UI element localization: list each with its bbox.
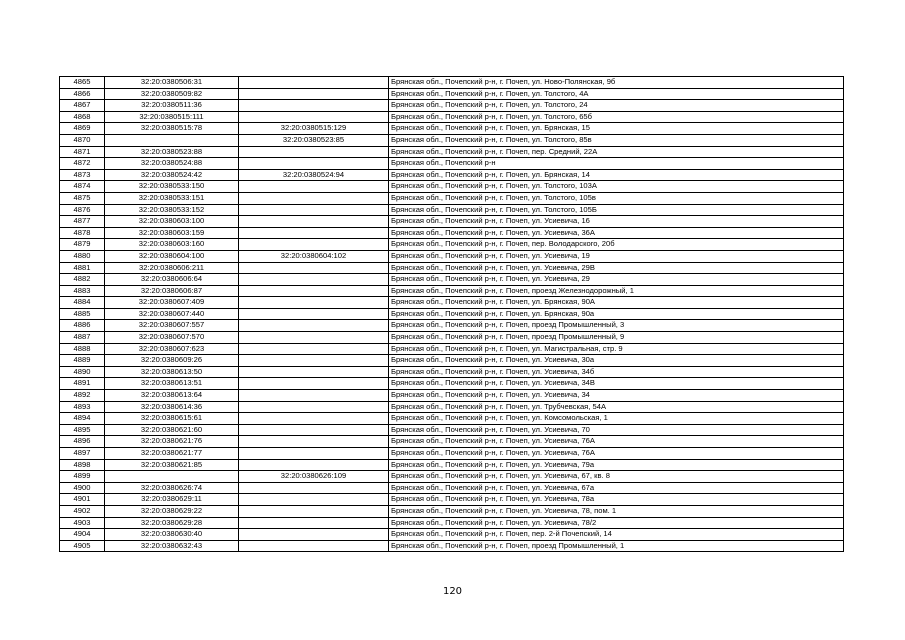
address-cell: Брянская обл., Почепский р-н, г. Почеп, ул. Усиевича, 76А bbox=[389, 436, 844, 448]
address-cell: Брянская обл., Почепский р-н, г. Почеп, ул. Брянская, 15 bbox=[389, 123, 844, 135]
table-row bbox=[60, 146, 844, 158]
cadastral-number-cell: 32:20:0380621:76 bbox=[105, 436, 239, 448]
row-number-cell: 4868 bbox=[60, 111, 105, 123]
cadastral-number-cell: 32:20:0380506:31 bbox=[105, 77, 239, 89]
cadastral-number-cell: 32:20:0380629:11 bbox=[105, 494, 239, 506]
related-cadastral-cell bbox=[239, 158, 389, 170]
address-cell: Брянская обл., Почепский р-н bbox=[389, 158, 844, 170]
row-number-cell: 4891 bbox=[60, 378, 105, 390]
address-cell: Брянская обл., Почепский р-н, г. Почеп, ул. Усиевича, 30а bbox=[389, 355, 844, 367]
address-cell: Брянская обл., Почепский р-н, г. Почеп, ул. Усиевича, 16 bbox=[389, 216, 844, 228]
address-cell: Брянская обл., Почепский р-н, г. Почеп, ул. Усиевича, 19 bbox=[389, 250, 844, 262]
table-row bbox=[60, 332, 844, 344]
table-row bbox=[60, 134, 844, 146]
cadastral-number-cell: 32:20:0380511:36 bbox=[105, 100, 239, 112]
cadastral-number-cell: 32:20:0380629:22 bbox=[105, 505, 239, 517]
table-row bbox=[60, 401, 844, 413]
address-cell: Брянская обл., Почепский р-н, г. Почеп, ул. Усиевича, 67а bbox=[389, 482, 844, 494]
address-cell: Брянская обл., Почепский р-н, г. Почеп, ул. Толстого, 24 bbox=[389, 100, 844, 112]
related-cadastral-cell bbox=[239, 517, 389, 529]
cadastral-number-cell: 32:20:0380630:40 bbox=[105, 529, 239, 541]
cadastral-number-cell: 32:20:0380509:82 bbox=[105, 88, 239, 100]
related-cadastral-cell bbox=[239, 77, 389, 89]
related-cadastral-cell bbox=[239, 459, 389, 471]
table-row bbox=[60, 216, 844, 228]
address-cell: Брянская обл., Почепский р-н, г. Почеп, проезд Промышленный, 9 bbox=[389, 332, 844, 344]
row-number-cell: 4898 bbox=[60, 459, 105, 471]
row-number-cell: 4897 bbox=[60, 448, 105, 460]
related-cadastral-cell bbox=[239, 285, 389, 297]
cadastral-number-cell: 32:20:0380607:557 bbox=[105, 320, 239, 332]
related-cadastral-cell bbox=[239, 448, 389, 460]
cadastral-number-cell: 32:20:0380523:88 bbox=[105, 146, 239, 158]
cadastral-number-cell: 32:20:0380524:88 bbox=[105, 158, 239, 170]
cadastral-number-cell: 32:20:0380603:159 bbox=[105, 227, 239, 239]
cadastral-number-cell: 32:20:0380609:26 bbox=[105, 355, 239, 367]
address-cell: Брянская обл., Почепский р-н, г. Почеп, ул. Усиевича, 78/2 bbox=[389, 517, 844, 529]
cadastral-number-cell: 32:20:0380613:51 bbox=[105, 378, 239, 390]
row-number-cell: 4896 bbox=[60, 436, 105, 448]
cadastral-number-cell: 32:20:0380606:211 bbox=[105, 262, 239, 274]
related-cadastral-cell bbox=[239, 424, 389, 436]
row-number-cell: 4883 bbox=[60, 285, 105, 297]
address-cell: Брянская обл., Почепский р-н, г. Почеп, ул. Усиевича, 34 bbox=[389, 390, 844, 402]
table-row bbox=[60, 459, 844, 471]
row-number-cell: 4878 bbox=[60, 227, 105, 239]
related-cadastral-cell bbox=[239, 181, 389, 193]
cadastral-number-cell: 32:20:0380621:77 bbox=[105, 448, 239, 460]
related-cadastral-cell bbox=[239, 227, 389, 239]
cadastral-number-cell: 32:20:0380629:28 bbox=[105, 517, 239, 529]
table-row bbox=[60, 540, 844, 552]
address-cell: Брянская обл., Почепский р-н, г. Почеп, ул. Усиевича, 78, пом. 1 bbox=[389, 505, 844, 517]
table-row bbox=[60, 181, 844, 193]
address-cell: Брянская обл., Почепский р-н, г. Почеп, ул. Ново-Полянская, 9б bbox=[389, 77, 844, 89]
address-cell: Брянская обл., Почепский р-н, г. Почеп, ул. Усиевича, 34б bbox=[389, 366, 844, 378]
cadastral-number-cell: 32:20:0380524:42 bbox=[105, 169, 239, 181]
table-row bbox=[60, 169, 844, 181]
table-row bbox=[60, 123, 844, 135]
related-cadastral-cell: 32:20:0380626:109 bbox=[239, 471, 389, 483]
related-cadastral-cell bbox=[239, 413, 389, 425]
table-row bbox=[60, 482, 844, 494]
row-number-cell: 4872 bbox=[60, 158, 105, 170]
related-cadastral-cell bbox=[239, 308, 389, 320]
table-row bbox=[60, 285, 844, 297]
table-row bbox=[60, 529, 844, 541]
row-number-cell: 4871 bbox=[60, 146, 105, 158]
row-number-cell: 4877 bbox=[60, 216, 105, 228]
related-cadastral-cell: 32:20:0380515:129 bbox=[239, 123, 389, 135]
cadastral-number-cell: 32:20:0380613:50 bbox=[105, 366, 239, 378]
row-number-cell: 4903 bbox=[60, 517, 105, 529]
table-row bbox=[60, 158, 844, 170]
table-row bbox=[60, 274, 844, 286]
cadastral-number-cell: 32:20:0380614:36 bbox=[105, 401, 239, 413]
table-row bbox=[60, 413, 844, 425]
row-number-cell: 4901 bbox=[60, 494, 105, 506]
table-row bbox=[60, 100, 844, 112]
cadastral-number-cell: 32:20:0380613:64 bbox=[105, 390, 239, 402]
cadastral-number-cell: 32:20:0380606:64 bbox=[105, 274, 239, 286]
related-cadastral-cell bbox=[239, 192, 389, 204]
address-cell: Брянская обл., Почепский р-н, г. Почеп, ул. Брянская, 90а bbox=[389, 308, 844, 320]
table-row bbox=[60, 436, 844, 448]
table-row bbox=[60, 390, 844, 402]
table-row bbox=[60, 448, 844, 460]
related-cadastral-cell bbox=[239, 355, 389, 367]
table-row bbox=[60, 471, 844, 483]
address-cell: Брянская обл., Почепский р-н, г. Почеп, ул. Трубчевская, 54А bbox=[389, 401, 844, 413]
address-cell: Брянская обл., Почепский р-н, г. Почеп, ул. Усиевича, 29В bbox=[389, 262, 844, 274]
related-cadastral-cell bbox=[239, 390, 389, 402]
related-cadastral-cell bbox=[239, 274, 389, 286]
table-row bbox=[60, 239, 844, 251]
related-cadastral-cell bbox=[239, 505, 389, 517]
row-number-cell: 4870 bbox=[60, 134, 105, 146]
address-cell: Брянская обл., Почепский р-н, г. Почеп, ул. Комсомольская, 1 bbox=[389, 413, 844, 425]
cadastral-number-cell: 32:20:0380533:151 bbox=[105, 192, 239, 204]
table-row bbox=[60, 366, 844, 378]
related-cadastral-cell bbox=[239, 332, 389, 344]
address-cell: Брянская обл., Почепский р-н, г. Почеп, ул. Усиевича, 34В bbox=[389, 378, 844, 390]
address-cell: Брянская обл., Почепский р-н, г. Почеп, ул. Брянская, 90А bbox=[389, 297, 844, 309]
related-cadastral-cell bbox=[239, 204, 389, 216]
related-cadastral-cell bbox=[239, 436, 389, 448]
related-cadastral-cell bbox=[239, 88, 389, 100]
related-cadastral-cell: 32:20:0380524:94 bbox=[239, 169, 389, 181]
address-cell: Брянская обл., Почепский р-н, г. Почеп, проезд Железнодорожный, 1 bbox=[389, 285, 844, 297]
table-row bbox=[60, 355, 844, 367]
row-number-cell: 4889 bbox=[60, 355, 105, 367]
related-cadastral-cell bbox=[239, 100, 389, 112]
related-cadastral-cell bbox=[239, 343, 389, 355]
row-number-cell: 4884 bbox=[60, 297, 105, 309]
related-cadastral-cell bbox=[239, 540, 389, 552]
related-cadastral-cell: 32:20:0380604:102 bbox=[239, 250, 389, 262]
cadastral-number-cell: 32:20:0380533:152 bbox=[105, 204, 239, 216]
address-cell: Брянская обл., Почепский р-н, г. Почеп, пер. 2-й Почепский, 14 bbox=[389, 529, 844, 541]
related-cadastral-cell: 32:20:0380523:85 bbox=[239, 134, 389, 146]
row-number-cell: 4874 bbox=[60, 181, 105, 193]
row-number-cell: 4900 bbox=[60, 482, 105, 494]
table-row bbox=[60, 77, 844, 89]
address-cell: Брянская обл., Почепский р-н, г. Почеп, ул. Магистральная, стр. 9 bbox=[389, 343, 844, 355]
cadastral-number-cell: 32:20:0380607:623 bbox=[105, 343, 239, 355]
table-row bbox=[60, 517, 844, 529]
row-number-cell: 4899 bbox=[60, 471, 105, 483]
table-body bbox=[60, 77, 844, 552]
row-number-cell: 4895 bbox=[60, 424, 105, 436]
row-number-cell: 4905 bbox=[60, 540, 105, 552]
address-cell: Брянская обл., Почепский р-н, г. Почеп, ул. Толстого, 105Б bbox=[389, 204, 844, 216]
row-number-cell: 4894 bbox=[60, 413, 105, 425]
cadastral-number-cell: 32:20:0380607:570 bbox=[105, 332, 239, 344]
table-row bbox=[60, 343, 844, 355]
related-cadastral-cell bbox=[239, 297, 389, 309]
cadastral-number-cell bbox=[105, 134, 239, 146]
row-number-cell: 4882 bbox=[60, 274, 105, 286]
address-cell: Брянская обл., Почепский р-н, г. Почеп, ул. Толстого, 105в bbox=[389, 192, 844, 204]
address-cell: Брянская обл., Почепский р-н, г. Почеп, ул. Усиевича, 29 bbox=[389, 274, 844, 286]
row-number-cell: 4888 bbox=[60, 343, 105, 355]
address-cell: Брянская обл., Почепский р-н, г. Почеп, ул. Толстого, 4А bbox=[389, 88, 844, 100]
related-cadastral-cell bbox=[239, 320, 389, 332]
cadastral-table bbox=[59, 76, 844, 552]
related-cadastral-cell bbox=[239, 216, 389, 228]
table-row bbox=[60, 308, 844, 320]
cadastral-number-cell: 32:20:0380626:74 bbox=[105, 482, 239, 494]
related-cadastral-cell bbox=[239, 401, 389, 413]
table-row bbox=[60, 227, 844, 239]
row-number-cell: 4876 bbox=[60, 204, 105, 216]
cadastral-number-cell: 32:20:0380603:160 bbox=[105, 239, 239, 251]
cadastral-number-cell: 32:20:0380607:409 bbox=[105, 297, 239, 309]
table-row bbox=[60, 424, 844, 436]
cadastral-number-cell: 32:20:0380604:100 bbox=[105, 250, 239, 262]
row-number-cell: 4866 bbox=[60, 88, 105, 100]
row-number-cell: 4875 bbox=[60, 192, 105, 204]
page-number: 120 bbox=[442, 586, 463, 597]
table-row bbox=[60, 204, 844, 216]
cadastral-number-cell: 32:20:0380515:78 bbox=[105, 123, 239, 135]
address-cell: Брянская обл., Почепский р-н, г. Почеп, ул. Усиевича, 36А bbox=[389, 227, 844, 239]
cadastral-number-cell: 32:20:0380533:150 bbox=[105, 181, 239, 193]
row-number-cell: 4893 bbox=[60, 401, 105, 413]
row-number-cell: 4873 bbox=[60, 169, 105, 181]
related-cadastral-cell bbox=[239, 482, 389, 494]
related-cadastral-cell bbox=[239, 111, 389, 123]
related-cadastral-cell bbox=[239, 239, 389, 251]
table-row bbox=[60, 297, 844, 309]
row-number-cell: 4880 bbox=[60, 250, 105, 262]
row-number-cell: 4892 bbox=[60, 390, 105, 402]
cadastral-number-cell: 32:20:0380632:43 bbox=[105, 540, 239, 552]
table-row bbox=[60, 88, 844, 100]
related-cadastral-cell bbox=[239, 262, 389, 274]
row-number-cell: 4904 bbox=[60, 529, 105, 541]
cadastral-number-cell: 32:20:0380515:111 bbox=[105, 111, 239, 123]
address-cell: Брянская обл., Почепский р-н, г. Почеп, ул. Толстого, 85в bbox=[389, 134, 844, 146]
table-row bbox=[60, 192, 844, 204]
row-number-cell: 4887 bbox=[60, 332, 105, 344]
address-cell: Брянская обл., Почепский р-н, г. Почеп, ул. Толстого, 65б bbox=[389, 111, 844, 123]
row-number-cell: 4890 bbox=[60, 366, 105, 378]
address-cell: Брянская обл., Почепский р-н, г. Почеп, пер. Володарского, 20б bbox=[389, 239, 844, 251]
address-cell: Брянская обл., Почепский р-н, г. Почеп, пер. Средний, 22А bbox=[389, 146, 844, 158]
related-cadastral-cell bbox=[239, 366, 389, 378]
row-number-cell: 4881 bbox=[60, 262, 105, 274]
table-row bbox=[60, 494, 844, 506]
address-cell: Брянская обл., Почепский р-н, г. Почеп, ул. Усиевича, 70 bbox=[389, 424, 844, 436]
address-cell: Брянская обл., Почепский р-н, г. Почеп, ул. Толстого, 103А bbox=[389, 181, 844, 193]
row-number-cell: 4886 bbox=[60, 320, 105, 332]
cadastral-number-cell: 32:20:0380621:60 bbox=[105, 424, 239, 436]
address-cell: Брянская обл., Почепский р-н, г. Почеп, ул. Брянская, 14 bbox=[389, 169, 844, 181]
related-cadastral-cell bbox=[239, 146, 389, 158]
cadastral-number-cell: 32:20:0380607:440 bbox=[105, 308, 239, 320]
table-row bbox=[60, 250, 844, 262]
related-cadastral-cell bbox=[239, 378, 389, 390]
table-row bbox=[60, 262, 844, 274]
row-number-cell: 4867 bbox=[60, 100, 105, 112]
row-number-cell: 4869 bbox=[60, 123, 105, 135]
cadastral-number-cell bbox=[105, 471, 239, 483]
address-cell: Брянская обл., Почепский р-н, г. Почеп, ул. Усиевича, 76А bbox=[389, 448, 844, 460]
address-cell: Брянская обл., Почепский р-н, г. Почеп, проезд Промышленный, 3 bbox=[389, 320, 844, 332]
table-row bbox=[60, 320, 844, 332]
cadastral-number-cell: 32:20:0380615:61 bbox=[105, 413, 239, 425]
cadastral-number-cell: 32:20:0380603:100 bbox=[105, 216, 239, 228]
table-row bbox=[60, 505, 844, 517]
cadastral-number-cell: 32:20:0380621:85 bbox=[105, 459, 239, 471]
related-cadastral-cell bbox=[239, 494, 389, 506]
row-number-cell: 4879 bbox=[60, 239, 105, 251]
row-number-cell: 4902 bbox=[60, 505, 105, 517]
related-cadastral-cell bbox=[239, 529, 389, 541]
address-cell: Брянская обл., Почепский р-н, г. Почеп, проезд Промышленный, 1 bbox=[389, 540, 844, 552]
address-cell: Брянская обл., Почепский р-н, г. Почеп, ул. Усиевича, 78а bbox=[389, 494, 844, 506]
address-cell: Брянская обл., Почепский р-н, г. Почеп, ул. Усиевича, 79а bbox=[389, 459, 844, 471]
table-row bbox=[60, 111, 844, 123]
table-row bbox=[60, 378, 844, 390]
cadastral-number-cell: 32:20:0380606:87 bbox=[105, 285, 239, 297]
row-number-cell: 4865 bbox=[60, 77, 105, 89]
address-cell: Брянская обл., Почепский р-н, г. Почеп, ул. Усиевича, 67, кв. 8 bbox=[389, 471, 844, 483]
row-number-cell: 4885 bbox=[60, 308, 105, 320]
